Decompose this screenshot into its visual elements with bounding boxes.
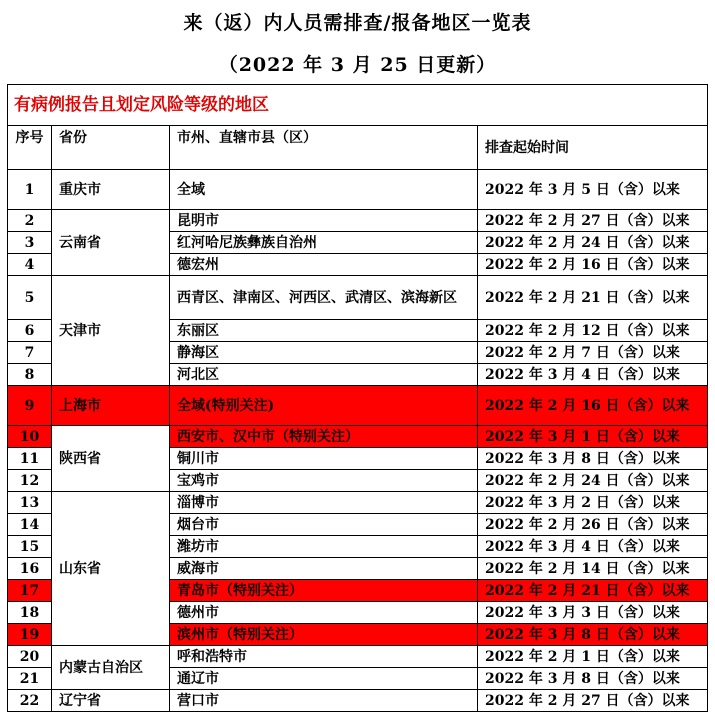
table-row-highlighted xyxy=(8,426,708,448)
row-date: 2022 年 2 月 27 日（含）以来 xyxy=(478,210,708,232)
row-date: 2022 年 2 月 27 日（含）以来 xyxy=(478,690,708,712)
row-date: 2022 年 2 月 24 日（含）以来 xyxy=(478,470,708,492)
row-date: 2022 年 3 月 2 日（含）以来 xyxy=(478,492,708,514)
row-number: 13 xyxy=(8,492,52,514)
row-number: 19 xyxy=(8,624,52,646)
row-number: 17 xyxy=(8,580,52,602)
row-city: 潍坊市 xyxy=(170,536,478,558)
table-row xyxy=(8,690,708,712)
row-city: 威海市 xyxy=(170,558,478,580)
header-city: 市州、直辖市县（区） xyxy=(170,126,478,170)
row-city: 西安市、汉中市（特别关注） xyxy=(170,426,478,448)
row-city: 东丽区 xyxy=(170,320,478,342)
row-city: 西青区、津南区、河西区、武清区、滨海新区 xyxy=(170,276,478,320)
row-city: 德宏州 xyxy=(170,254,478,276)
row-date: 2022 年 2 月 21 日（含）以来 xyxy=(478,580,708,602)
section-title: 有病例报告且划定风险等级的地区 xyxy=(8,85,708,126)
header-seq: 序号 xyxy=(8,126,52,170)
row-number: 7 xyxy=(8,342,52,364)
row-number: 9 xyxy=(8,386,52,426)
row-date: 2022 年 2 月 12 日（含）以来 xyxy=(478,320,708,342)
row-city: 全域 xyxy=(170,170,478,210)
row-number: 5 xyxy=(8,276,52,320)
table-row xyxy=(8,492,708,514)
page-title: 来（返）内人员需排查/报备地区一览表 xyxy=(183,12,532,34)
row-date: 2022 年 2 月 24 日（含）以来 xyxy=(478,232,708,254)
row-number: 18 xyxy=(8,602,52,624)
row-city: 全域(特别关注) xyxy=(170,386,478,426)
row-number: 14 xyxy=(8,514,52,536)
table-row xyxy=(8,210,708,232)
row-city: 昆明市 xyxy=(170,210,478,232)
row-number: 11 xyxy=(8,448,52,470)
row-province: 云南省 xyxy=(52,210,170,276)
row-date: 2022 年 3 月 1 日（含）以来 xyxy=(478,426,708,448)
row-city: 德州市 xyxy=(170,602,478,624)
row-date: 2022 年 3 月 5 日（含）以来 xyxy=(478,170,708,210)
row-date: 2022 年 3 月 3 日（含）以来 xyxy=(478,602,708,624)
row-number: 16 xyxy=(8,558,52,580)
row-city: 河北区 xyxy=(170,364,478,386)
row-city: 红河哈尼族彝族自治州 xyxy=(170,232,478,254)
row-number: 10 xyxy=(8,426,52,448)
row-date: 2022 年 2 月 16 日（含）以来 xyxy=(478,386,708,426)
row-city: 静海区 xyxy=(170,342,478,364)
row-city: 青岛市（特别关注） xyxy=(170,580,478,602)
row-province: 上海市 xyxy=(52,386,170,426)
row-city: 通辽市 xyxy=(170,668,478,690)
row-province: 陕西省 xyxy=(52,426,170,492)
row-city: 烟台市 xyxy=(170,514,478,536)
row-province: 山东省 xyxy=(52,492,170,646)
row-date: 2022 年 2 月 16 日（含）以来 xyxy=(478,254,708,276)
row-date: 2022 年 3 月 8 日（含）以来 xyxy=(478,624,708,646)
section-row xyxy=(8,85,708,126)
row-number: 20 xyxy=(8,646,52,668)
row-city: 滨州市（特别关注） xyxy=(170,624,478,646)
row-date: 2022 年 3 月 8 日（含）以来 xyxy=(478,668,708,690)
row-province: 重庆市 xyxy=(52,170,170,210)
table-row xyxy=(8,646,708,668)
row-number: 21 xyxy=(8,668,52,690)
row-number: 12 xyxy=(8,470,52,492)
row-number: 22 xyxy=(8,690,52,712)
row-date: 2022 年 2 月 14 日（含）以来 xyxy=(478,558,708,580)
row-city: 铜川市 xyxy=(170,448,478,470)
row-number: 3 xyxy=(8,232,52,254)
row-date: 2022 年 2 月 1 日（含）以来 xyxy=(478,646,708,668)
row-number: 6 xyxy=(8,320,52,342)
row-city: 宝鸡市 xyxy=(170,470,478,492)
region-table xyxy=(7,84,708,712)
row-province: 天津市 xyxy=(52,276,170,386)
row-number: 4 xyxy=(8,254,52,276)
page-subtitle: （2022 年 3 月 25 日更新） xyxy=(218,54,497,76)
row-city: 淄博市 xyxy=(170,492,478,514)
table-row xyxy=(8,276,708,320)
row-number: 8 xyxy=(8,364,52,386)
row-date: 2022 年 2 月 7 日（含）以来 xyxy=(478,342,708,364)
row-date: 2022 年 3 月 4 日（含）以来 xyxy=(478,536,708,558)
table-row-highlighted xyxy=(8,386,708,426)
row-number: 1 xyxy=(8,170,52,210)
row-province: 辽宁省 xyxy=(52,690,170,712)
header-province: 省份 xyxy=(52,126,170,170)
row-number: 15 xyxy=(8,536,52,558)
header-date: 排查起始时间 xyxy=(478,126,708,170)
row-date: 2022 年 3 月 4 日（含）以来 xyxy=(478,364,708,386)
header-row xyxy=(8,126,708,170)
table-row xyxy=(8,170,708,210)
row-city: 呼和浩特市 xyxy=(170,646,478,668)
row-date: 2022 年 2 月 26 日（含）以来 xyxy=(478,514,708,536)
row-date: 2022 年 2 月 21 日（含）以来 xyxy=(478,276,708,320)
row-province: 内蒙古自治区 xyxy=(52,646,170,690)
row-city: 营口市 xyxy=(170,690,478,712)
row-date: 2022 年 3 月 8 日（含）以来 xyxy=(478,448,708,470)
row-number: 2 xyxy=(8,210,52,232)
